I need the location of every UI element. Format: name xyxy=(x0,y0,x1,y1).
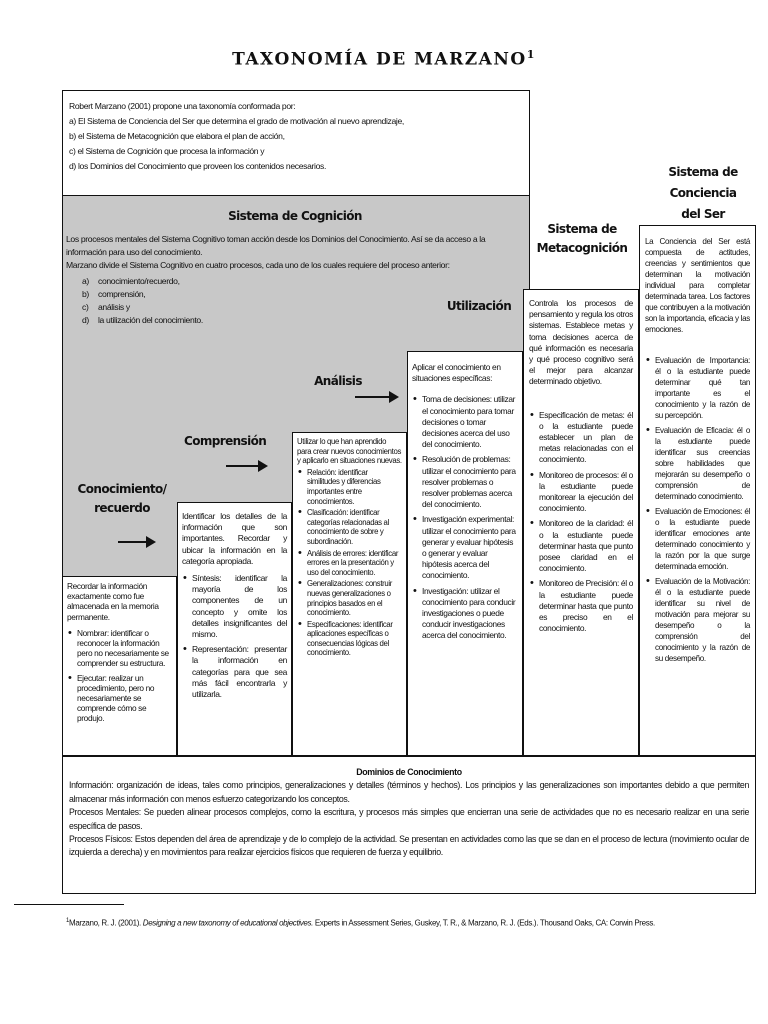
dominios-box xyxy=(62,756,756,894)
comprension-heading: Comprensión xyxy=(184,434,267,448)
arrow-right-icon xyxy=(118,541,154,543)
list-item: • Evaluación de Eficacia: él o la estudiante puede identificar sus creencias sobre habilidades que mejorarán su desempeño o comprensión de determinado conocimiento. xyxy=(655,425,750,502)
list-item: b) comprensión, xyxy=(82,289,146,299)
analisis-text: Utilizar lo que han aprendido para crear nuevos conocimientos y aplicarlo en situaciones nuevas. xyxy=(297,437,402,466)
footnote-divider xyxy=(14,904,124,905)
intro-line: d) los Dominios del Conocimiento que proveen los contenidos necesarios. xyxy=(69,161,326,171)
metacognicion-heading: Sistema de Metacognición xyxy=(536,222,628,255)
intro-box xyxy=(62,90,530,196)
dominios-heading: Dominios de Conocimiento xyxy=(356,767,462,777)
list-item: d) la utilización del conocimiento. xyxy=(82,315,203,325)
comprension-text: Identificar los detalles de la información que son importantes. Recordar y ubicar la información en la categoría apropiada. xyxy=(182,511,287,566)
footnote: $^1$Marzano, R. J. (2001). Designing a new taxonomy of educational objectives. Experts in Assessment Series, Guskey, T. R., & Marzano, R. J. (Eds.). Thousand Oaks, CA: Corwin Press. xyxy=(66,918,655,928)
list-item: • Investigación experimental: utilizar el conocimiento para generar y evaluar hipótesis o generar y evaluar hipótesis acerca del conocimiento. xyxy=(422,514,518,581)
metacognicion-box xyxy=(523,289,639,756)
comprension-box xyxy=(177,502,292,756)
list-item: a) conocimiento/recuerdo, xyxy=(82,276,180,286)
list-item: • Resolución de problemas: utilizar el conocimiento para resolver problemas o resolver problemas acerca del conocimiento. xyxy=(422,454,518,510)
arrow-right-icon xyxy=(355,396,397,398)
conocimiento-heading: Conocimiento/ recuerdo xyxy=(77,482,167,515)
list-item: • Monitoreo de Precisión: él o la estudiante puede determinar hasta que punto es preciso en el conocimiento. xyxy=(539,578,633,634)
conciencia-text: La Conciencia del Ser está compuesta de actitudes, creencias y sentimientos que determinan la motivación individual para completar determinada tarea. Los factores que contribuyen a la motivación son la importancia, eficacia y las emociones. xyxy=(645,237,750,334)
cognicion-paragraph: Marzano divide el Sistema Cognitivo en cuatro procesos, cada uno de los cuales requiere del proceso anterior: xyxy=(66,260,450,270)
list-item: • Monitoreo de la claridad: él o la estudiante puede determinar hasta que punto posee claridad en el conocimiento. xyxy=(539,518,633,574)
page-title: TAXONOMÍA DE MARZANO$^1$ xyxy=(232,48,536,70)
intro-line: a) El Sistema de Conciencia del Ser que determina el grado de motivación al nuevo aprendizaje, xyxy=(69,116,404,126)
utilizacion-heading: Utilización xyxy=(446,299,512,313)
list-item: • Monitoreo de procesos: él o la estudiante puede monitorear la ejecución del conocimiento. xyxy=(539,470,633,515)
list-item: • Análisis de errores: identificar errores en la presentación y uso del conocimiento. xyxy=(307,549,402,578)
list-item: • Investigación: utilizar el conocimiento para conducir investigaciones o puede conducir investigaciones acerca del conocimiento. xyxy=(422,586,518,642)
conocimiento-box xyxy=(62,576,177,756)
analisis-heading: Análisis xyxy=(314,374,362,388)
list-item: • Ejecutar: realizar un procedimiento, pero no necesariamente se comprende cómo se produjo. xyxy=(77,673,172,724)
list-item: • Generalizaciones: construir nuevas generalizaciones o principios basados en el conocimiento. xyxy=(307,579,402,617)
list-item: • Evaluación de Importancia: él o la estudiante puede determinar qué tan importante es el conocimiento y la razón de su percepción. xyxy=(655,355,750,421)
list-item: • Toma de decisiones: utilizar el conocimiento para tomar decisiones o tomar decisiones acerca del uso del conocimiento. xyxy=(422,394,518,450)
list-item: c) análisis y xyxy=(82,302,130,312)
list-item: • Clasificación: identificar categorías relacionadas al conocimiento de sobre y subordinación. xyxy=(307,508,402,546)
intro-line: c) el Sistema de Cognición que procesa la información y xyxy=(69,146,265,156)
dominios-paragraph: Procesos Mentales: Se pueden alinear procesos complejos, como la escritura, y procesos más simples que encierran una serie de actividades que no es necesario realizar en una serie específica de pasos. xyxy=(69,807,749,831)
conciencia-box xyxy=(639,225,756,756)
list-item: • Representación: presentar la información en categorías para que sea más fácil encontrarla y utilizarla. xyxy=(192,644,287,700)
arrow-right-icon xyxy=(226,465,266,467)
utilizacion-text: Aplicar el conocimiento en situaciones específicas: xyxy=(412,362,501,384)
intro-line: b) el Sistema de Metacognición que elabora el plan de acción, xyxy=(69,131,285,141)
dominios-paragraph: Información: organización de ideas, tales como principios, generalizaciones y detalles (términos y hechos). Los principios y las generalizaciones son importantes debido a que permiten almacenar más información con menos esfuerzo categorizando los conceptos. xyxy=(69,780,749,804)
analisis-box xyxy=(292,432,407,756)
metacognicion-text: Controla los procesos de pensamiento y regula los otros sistemas. Establece metas y toma decisiones acerca de qué información es necesaria y qué proceso cognitivo será el mejor para alcanzar determinado objetivo. xyxy=(529,298,633,387)
list-item: • Evaluación de la Motivación: él o la estudiante puede identificar su nivel de motivación para mejorar su desempeño o la comprensión del conocimiento y la razón de su desempeño. xyxy=(655,576,750,664)
cognicion-heading: Sistema de Cognición xyxy=(228,209,362,223)
list-item: • Evaluación de Emociones: él o la estudiante puede identificar emociones ante determinado conocimiento y la razón por la que surge determinada emoción. xyxy=(655,506,750,572)
list-item: • Nombrar: identificar o reconocer la información pero no necesariamente se comprender su estructura. xyxy=(77,628,172,669)
dominios-paragraph: Procesos Físicos: Estos dependen del área de aprendizaje y de lo complejo de la actividad. Se presentan en actividades como las que se dan en el proceso de lectura (movimiento ocular de izquierda a derecha) y en movimientos para realizar ejercicios físicos que requieren de fuerza y equilibrio. xyxy=(69,834,749,858)
list-item: • Especificación de metas: él o la estudiante puede establecer un plan de metas relacionadas con el conocimiento. xyxy=(539,410,633,466)
conocimiento-text: Recordar la información exactamente como fue almacenada en la memoria permanente. xyxy=(67,581,159,622)
footnote-ref: 1 xyxy=(526,48,536,61)
conciencia-heading: Sistema de Conciencia del Ser xyxy=(668,165,738,221)
list-item: • Relación: identificar similitudes y diferencias importantes entre conocimientos. xyxy=(307,468,402,506)
intro-line: Robert Marzano (2001) propone una taxonomía conformada por: xyxy=(69,101,296,111)
utilizacion-box xyxy=(407,351,523,756)
cognicion-paragraph: Los procesos mentales del Sistema Cognitivo toman acción desde los Dominios del Conocimiento. Así se da acceso a la información para uso del conocimiento. xyxy=(66,234,486,257)
list-item: • Síntesis: identificar la mayoría de los componentes de un concepto y omite los detalles insignificantes del mismo. xyxy=(192,573,287,640)
list-item: • Especificaciones: identificar aplicaciones específicas o consecuencias lógicas del conocimiento. xyxy=(307,620,402,658)
